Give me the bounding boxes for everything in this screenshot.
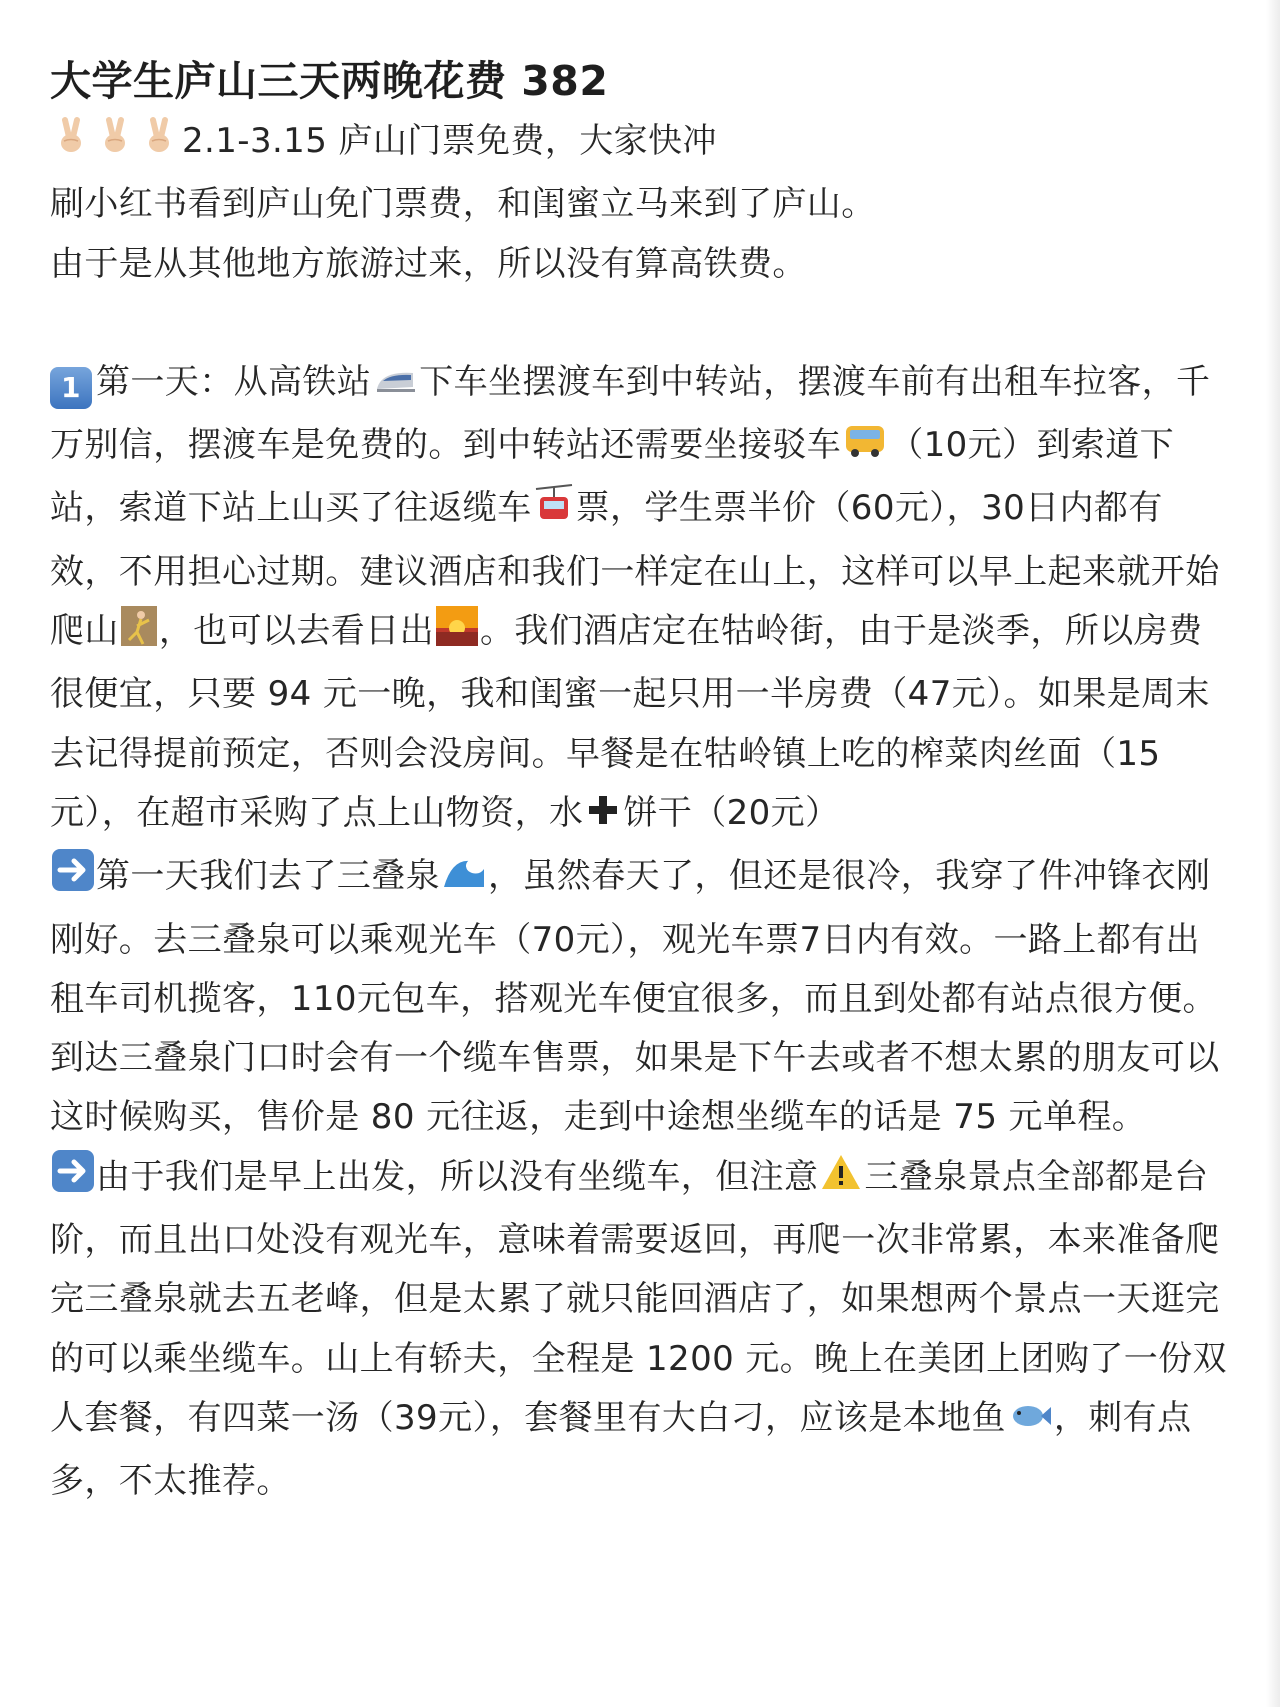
heavy-plus-icon [585,788,621,847]
sandiequan-text-2: ，虽然春天了，但还是很冷，我穿了件冲锋衣刚刚好。去三叠泉可以乘观光车（70元），观光车票7日内有效。一路上都有出租车司机揽客，110元包车，搭观光车便宜很多，而且到处都有站点很方便。到达三叠泉门口时会有一个缆车售票，如果是下午去或者不想太累的朋友可以这时候购买，售价是 80 元往返，走到中途想坐缆车的话是 75 元单程。 [50,856,1220,1138]
bullet-train-icon [373,357,417,416]
bus-icon [843,420,887,479]
note-content [50,50,1230,1512]
right-arrow-icon [52,849,94,910]
day-one-paragraph [50,353,1230,847]
scroll-edge [1266,0,1280,1707]
sunrise-icon [436,606,478,665]
aerial-tramway-icon [534,483,574,542]
day-one-text-6: 。我们酒店定在牯岭街，由于是淡季，所以房费很便宜，只要 94 元一晚，我和闺蜜一起只用一半房费（47元）。如果是周末去记得提前预定，否则会没房间。早餐是在牯岭镇上吃的榨菜肉丝面（15元），在超市采购了点上山物资，水 [50,611,1210,833]
intro-line-free-ticket [50,112,1230,175]
paragraph-gap [50,294,1230,353]
no-cablecar-text-3: ，刺有点多，不太推荐。 [50,1397,1192,1502]
victory-hand-icon [140,116,180,175]
free-ticket-text: 2.1-3.15 庐山门票免费，大家快冲 [182,121,717,161]
person-climbing-icon [121,606,157,665]
sandiequan-paragraph [50,847,1230,1147]
post-title: 大学生庐山三天两晚花费 382 [50,57,609,105]
day-one-text-3: （10元）到索道下站，索道下站上山买了往返缆车 [50,425,1175,529]
day-one-text-1: 第一天：从高铁站 [96,361,372,402]
day-one-text-5: ，也可以去看日出 [158,611,435,652]
day-one-text-4: 票，学生票半价（60元），30日内都有效，不用担心过期。建议酒店和我们一样定在山上，这样可以早上起来就开始爬山 [50,488,1220,652]
keycap-1-icon: 1 [50,367,92,409]
water-wave-icon [442,851,486,910]
no-cablecar-paragraph [50,1148,1230,1512]
intro-line-train-fee: 由于是从其他地方旅游过来，所以没有算高铁费。 [50,243,807,284]
right-arrow-icon [52,1150,94,1211]
day-one-text-2: 下车坐摆渡车到中转站，摆渡车前有出租车拉客，千万别信，摆渡车是免费的。到中转站还需要坐接驳车 [50,361,1211,466]
victory-hand-icon [52,116,92,175]
no-cablecar-text-2: 三叠泉景点全部都是台阶，而且出口处没有观光车，意味着需要返回，再爬一次非常累，本来准备爬完三叠泉就去五老峰，但是太累了就只能回酒店了，如果想两个景点一天逛完的可以乘坐缆车。山上有轿夫，全程是 1200 元。晚上在美团上团购了一份双人套餐，有四菜一汤（39元），套餐里有大白刁，应该是本地鱼 [50,1156,1227,1438]
sandiequan-text-1: 第一天我们去了三叠泉 [96,856,440,897]
day-one-text-7: 饼干（20元） [623,792,840,833]
warning-icon [820,1152,862,1211]
victory-hand-icon [96,116,136,175]
fish-icon [1008,1393,1052,1452]
intro-line-xiaohongshu: 刷小红书看到庐山免门票费，和闺蜜立马来到了庐山。 [50,184,876,225]
no-cablecar-text-1: 由于我们是早上出发，所以没有坐缆车，但注意 [96,1156,819,1197]
